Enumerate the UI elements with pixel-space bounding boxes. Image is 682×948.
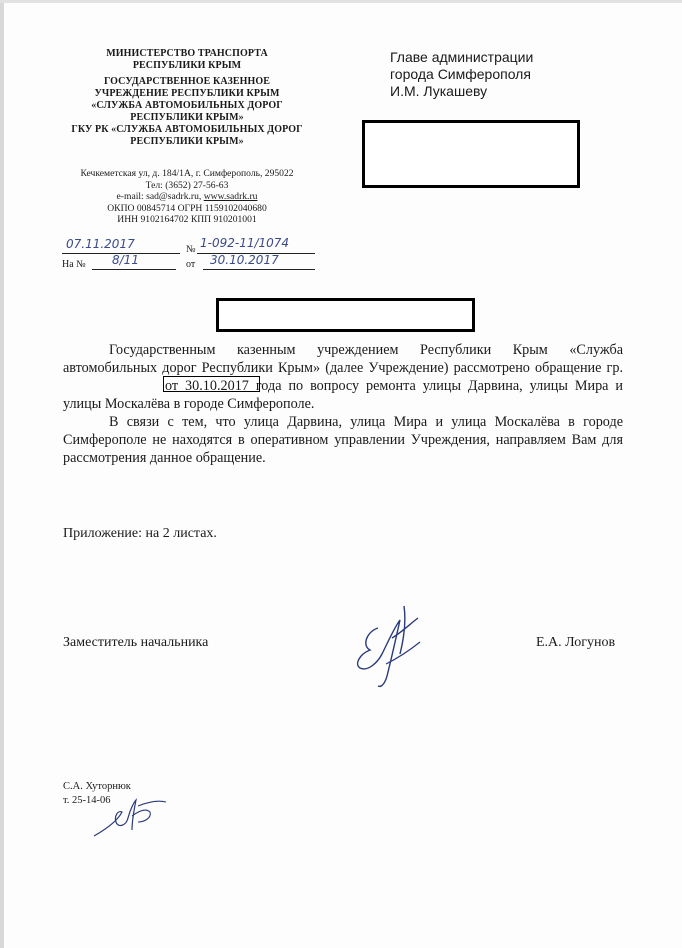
reply-number: 8/11 [112, 253, 139, 267]
addressee-line: И.М. Лукашеву [390, 83, 488, 99]
okpo-ogrn: ОКПО 00845714 ОГРН 1159102040680 [107, 202, 267, 214]
signer-name: Е.А. Логунов [536, 635, 616, 650]
addressee [390, 49, 533, 100]
addressee-line: Главе администрации [390, 49, 534, 65]
from-date: 30.10.2017 [210, 253, 279, 267]
header-line: ГОСУДАРСТВЕННОЕ КАЗЕННОЕ [103, 76, 271, 87]
scan-edge [0, 0, 4, 948]
website-link[interactable]: www.sadrk.ru [203, 191, 258, 203]
letter-body [63, 341, 623, 467]
inn-kpp: ИНН 9102164702 КПП 910201001 [117, 214, 257, 226]
signer-title: Заместитель начальника [63, 635, 209, 650]
header-line: РЕСПУБЛИКИ КРЫМ» [130, 112, 244, 123]
executor-signature [88, 792, 170, 840]
paragraph [63, 341, 623, 413]
paragraph-text: Государственным казенным учреждением Республики Крым «Служба автомобильных дорог Республики Крым» (далее Учреждение) рассмотрено обращение гр. [63, 342, 623, 376]
letterhead [52, 48, 322, 148]
email: e-mail: sad@sadrk.ru, [116, 191, 204, 203]
handwritten-signature [348, 598, 434, 690]
header-line: ГКУ РК «СЛУЖБА АВТОМОБИЛЬНЫХ ДОРОГ [71, 124, 303, 135]
header-line: МИНИСТЕРСТВО ТРАНСПОРТА [106, 48, 268, 59]
address: Кечкеметская ул, д. 184/1А, г. Симферополь, 295022 [80, 168, 294, 179]
paragraph-text: от 30.10.2017 года по вопросу ремонта улицы Дарвина, улицы Мира и улицы Москалёва в городе Симферополе. [63, 378, 623, 412]
header-line: «СЛУЖБА АВТОМОБИЛЬНЫХ ДОРОГ [91, 100, 283, 111]
scan-edge-top [0, 0, 682, 3]
redacted-block [362, 120, 580, 188]
outgoing-date: 07.11.2017 [66, 237, 135, 251]
from-label: от [186, 259, 196, 270]
number-label: № [186, 244, 196, 255]
paragraph: В связи с тем, что улица Дарвина, улица Мира и улица Москалёва в городе Симферополе не находятся в оперативном управлении Учреждения, направляем Вам для рассмотрения данное обращение. [63, 414, 623, 466]
header-line: УЧРЕЖДЕНИЕ РЕСПУБЛИКИ КРЫМ [94, 88, 280, 99]
header-line: РЕСПУБЛИКИ КРЫМ» [130, 136, 244, 147]
organization-contacts [52, 168, 322, 226]
reply-label: На № [62, 259, 86, 270]
executor-name: С.А. Хуторнюк [63, 781, 131, 792]
redacted-block [216, 298, 475, 332]
header-line: РЕСПУБЛИКИ КРЫМ [132, 60, 242, 71]
phone: Тел: (3652) 27-56-63 [145, 179, 229, 191]
attachment-note: Приложение: на 2 листах. [63, 526, 217, 541]
outgoing-number: 1-092-11/1074 [200, 236, 290, 250]
email-line [52, 191, 322, 203]
addressee-line: города Симферополя [390, 66, 531, 82]
executor-phone: т. 25-14-06 [63, 795, 111, 806]
